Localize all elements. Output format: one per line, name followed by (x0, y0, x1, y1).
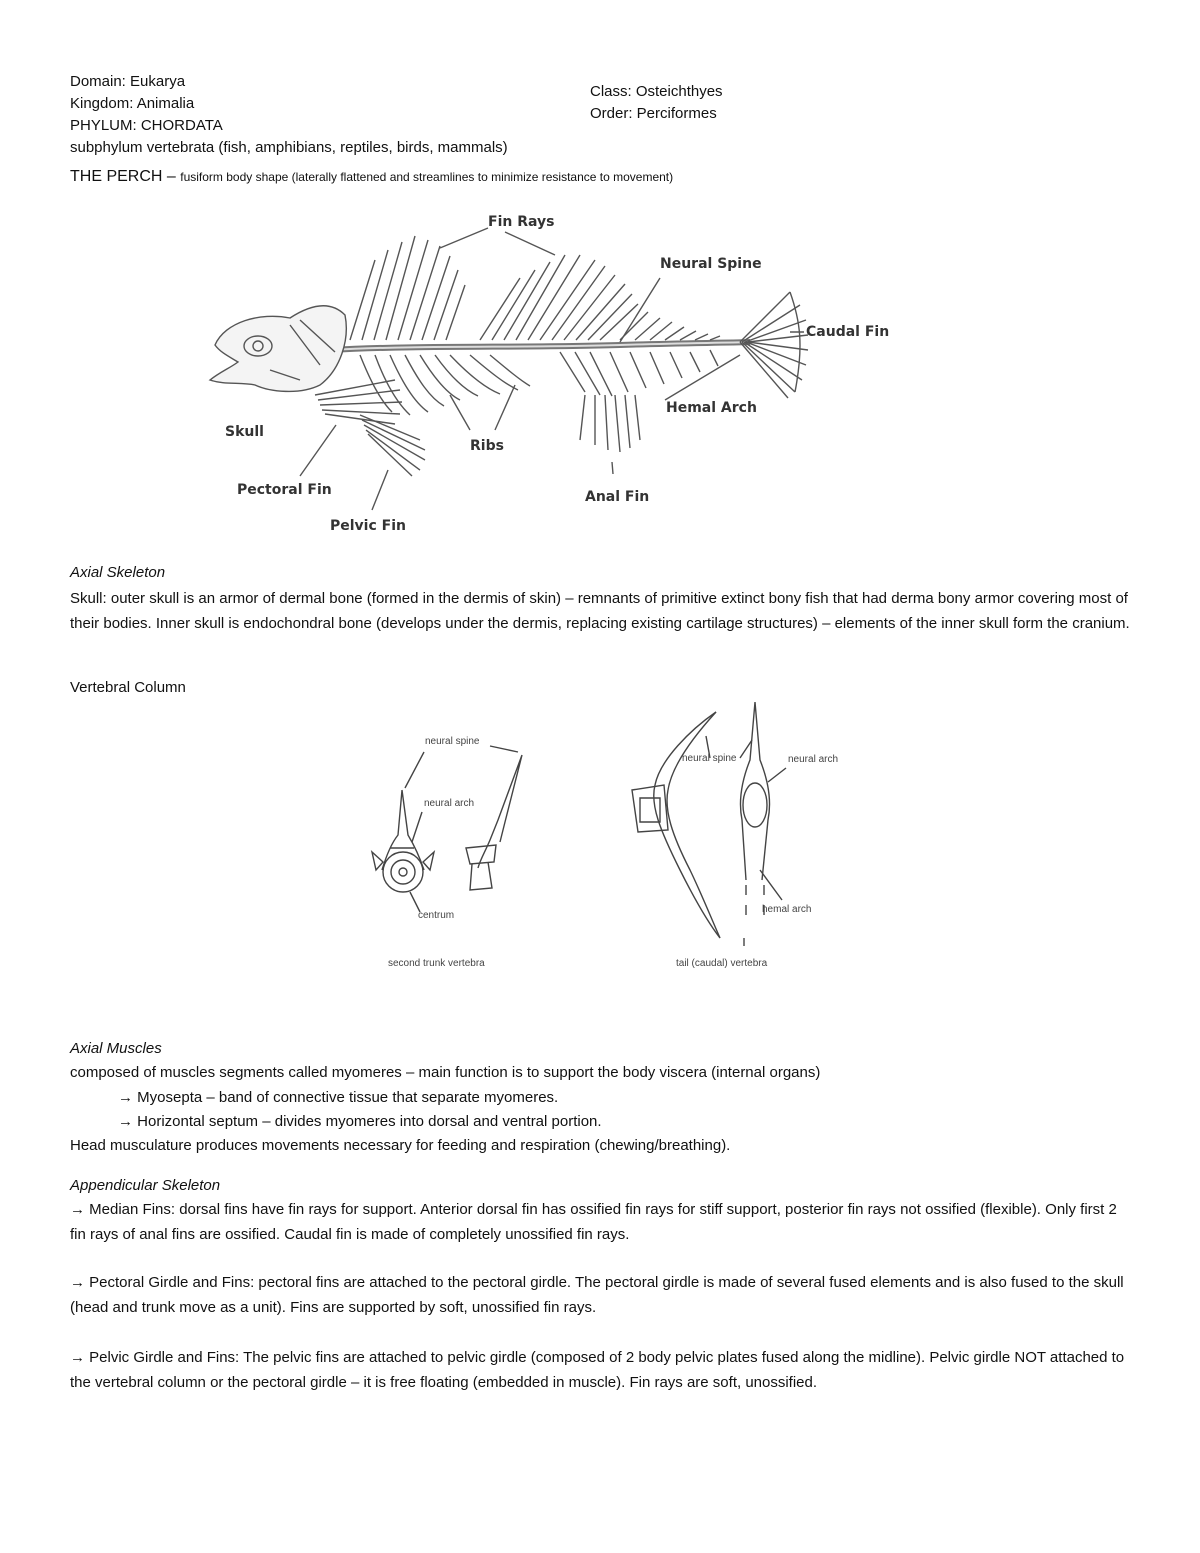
subphylum-text: subphylum vertebrata (fish, amphibians, reptiles, birds, mammals) (70, 139, 508, 156)
label-neural-spine-left: neural spine (425, 736, 480, 747)
caption-trunk-vertebra: second trunk vertebra (388, 958, 485, 969)
label-centrum: centrum (418, 910, 455, 921)
perch-title: THE PERCH – (70, 168, 181, 185)
label-skull: Skull (225, 424, 264, 440)
median-fins-text: → Median Fins: dorsal fins have fin rays for support. Anterior dorsal fin has ossified fin rays for stiff support, posterior fin rays not ossified (flexible). Only first 2 fin rays of anal fins are ossified. Caudal fin is made of completely unossified fin rays. (70, 1201, 1117, 1243)
pelvic-girdle-text: → Pelvic Girdle and Fins: The pelvic fins are attached to pelvic girdle (composed of 2 body pelvic plates fused along the midline). Pelvic girdle NOT attached to the vertebral column or the pectoral girdle – it is free floating (embedded in muscle). Fin rays are soft, unossified. (70, 1349, 1125, 1391)
label-neural-spine: Neural Spine (660, 256, 762, 272)
axial-muscles-heading: Axial Muscles (70, 1040, 162, 1057)
axial-skeleton-text: Skull: outer skull is an armor of dermal bone (formed in the dermis of skin) – remnants of primitive extinct bony fish that had derma bony armor covering most of their bodies. Inner skull is endochondral bone (develops under the dermis, replacing existing cartilage structures) – elements of the inner skull form the cranium. (70, 590, 1130, 632)
axial-skeleton-heading: Axial Skeleton (70, 564, 166, 581)
label-hemal-arch: Hemal Arch (666, 400, 757, 416)
label-ribs: Ribs (470, 438, 504, 454)
pectoral-girdle-text: → Pectoral Girdle and Fins: pectoral fins are attached to the pectoral girdle. The pectoral girdle is made of several fused elements and is also fused to the skull (head and trunk move as a unit). Fins are supported by soft, unossified fin rays. (70, 1274, 1124, 1316)
label-anal-fin: Anal Fin (585, 489, 650, 505)
head-musculature-text: Head musculature produces movements necessary for feeding and respiration (chewing/breathing). (70, 1137, 731, 1154)
label-neural-arch-right: neural arch (788, 754, 839, 765)
appendicular-heading: Appendicular Skeleton (70, 1177, 221, 1194)
label-pectoral-fin: Pectoral Fin (237, 482, 332, 498)
horizontal-septum-bullet: → Horizontal septum – divides myomeres into dorsal and ventral portion. (118, 1113, 602, 1130)
caption-caudal-vertebra: tail (caudal) vertebra (676, 958, 768, 969)
label-pelvic-fin: Pelvic Fin (330, 518, 406, 534)
kingdom-text: Kingdom: Animalia (70, 95, 195, 112)
perch-description: fusiform body shape (laterally flattened and streamlines to minimize resistance to movement) (180, 170, 674, 184)
phylum-text: PHYLUM: CHORDATA (70, 117, 223, 134)
label-neural-arch-left: neural arch (424, 798, 475, 809)
order-text: Order: Perciformes (590, 105, 717, 122)
domain-text: Domain: Eukarya (70, 73, 186, 90)
label-hemal-arch-right: hemal arch (762, 904, 812, 915)
myosepta-bullet: → Myosepta – band of connective tissue that separate myomeres. (118, 1089, 559, 1106)
class-text: Class: Osteichthyes (590, 83, 723, 100)
label-neural-spine-right: neural spine (682, 753, 737, 764)
label-fin-rays: Fin Rays (488, 214, 555, 230)
label-caudal-fin: Caudal Fin (806, 324, 890, 340)
vertebral-column-heading: Vertebral Column (70, 679, 186, 696)
axial-muscles-text: composed of muscles segments called myomeres – main function is to support the body viscera (internal organs) (70, 1064, 821, 1081)
